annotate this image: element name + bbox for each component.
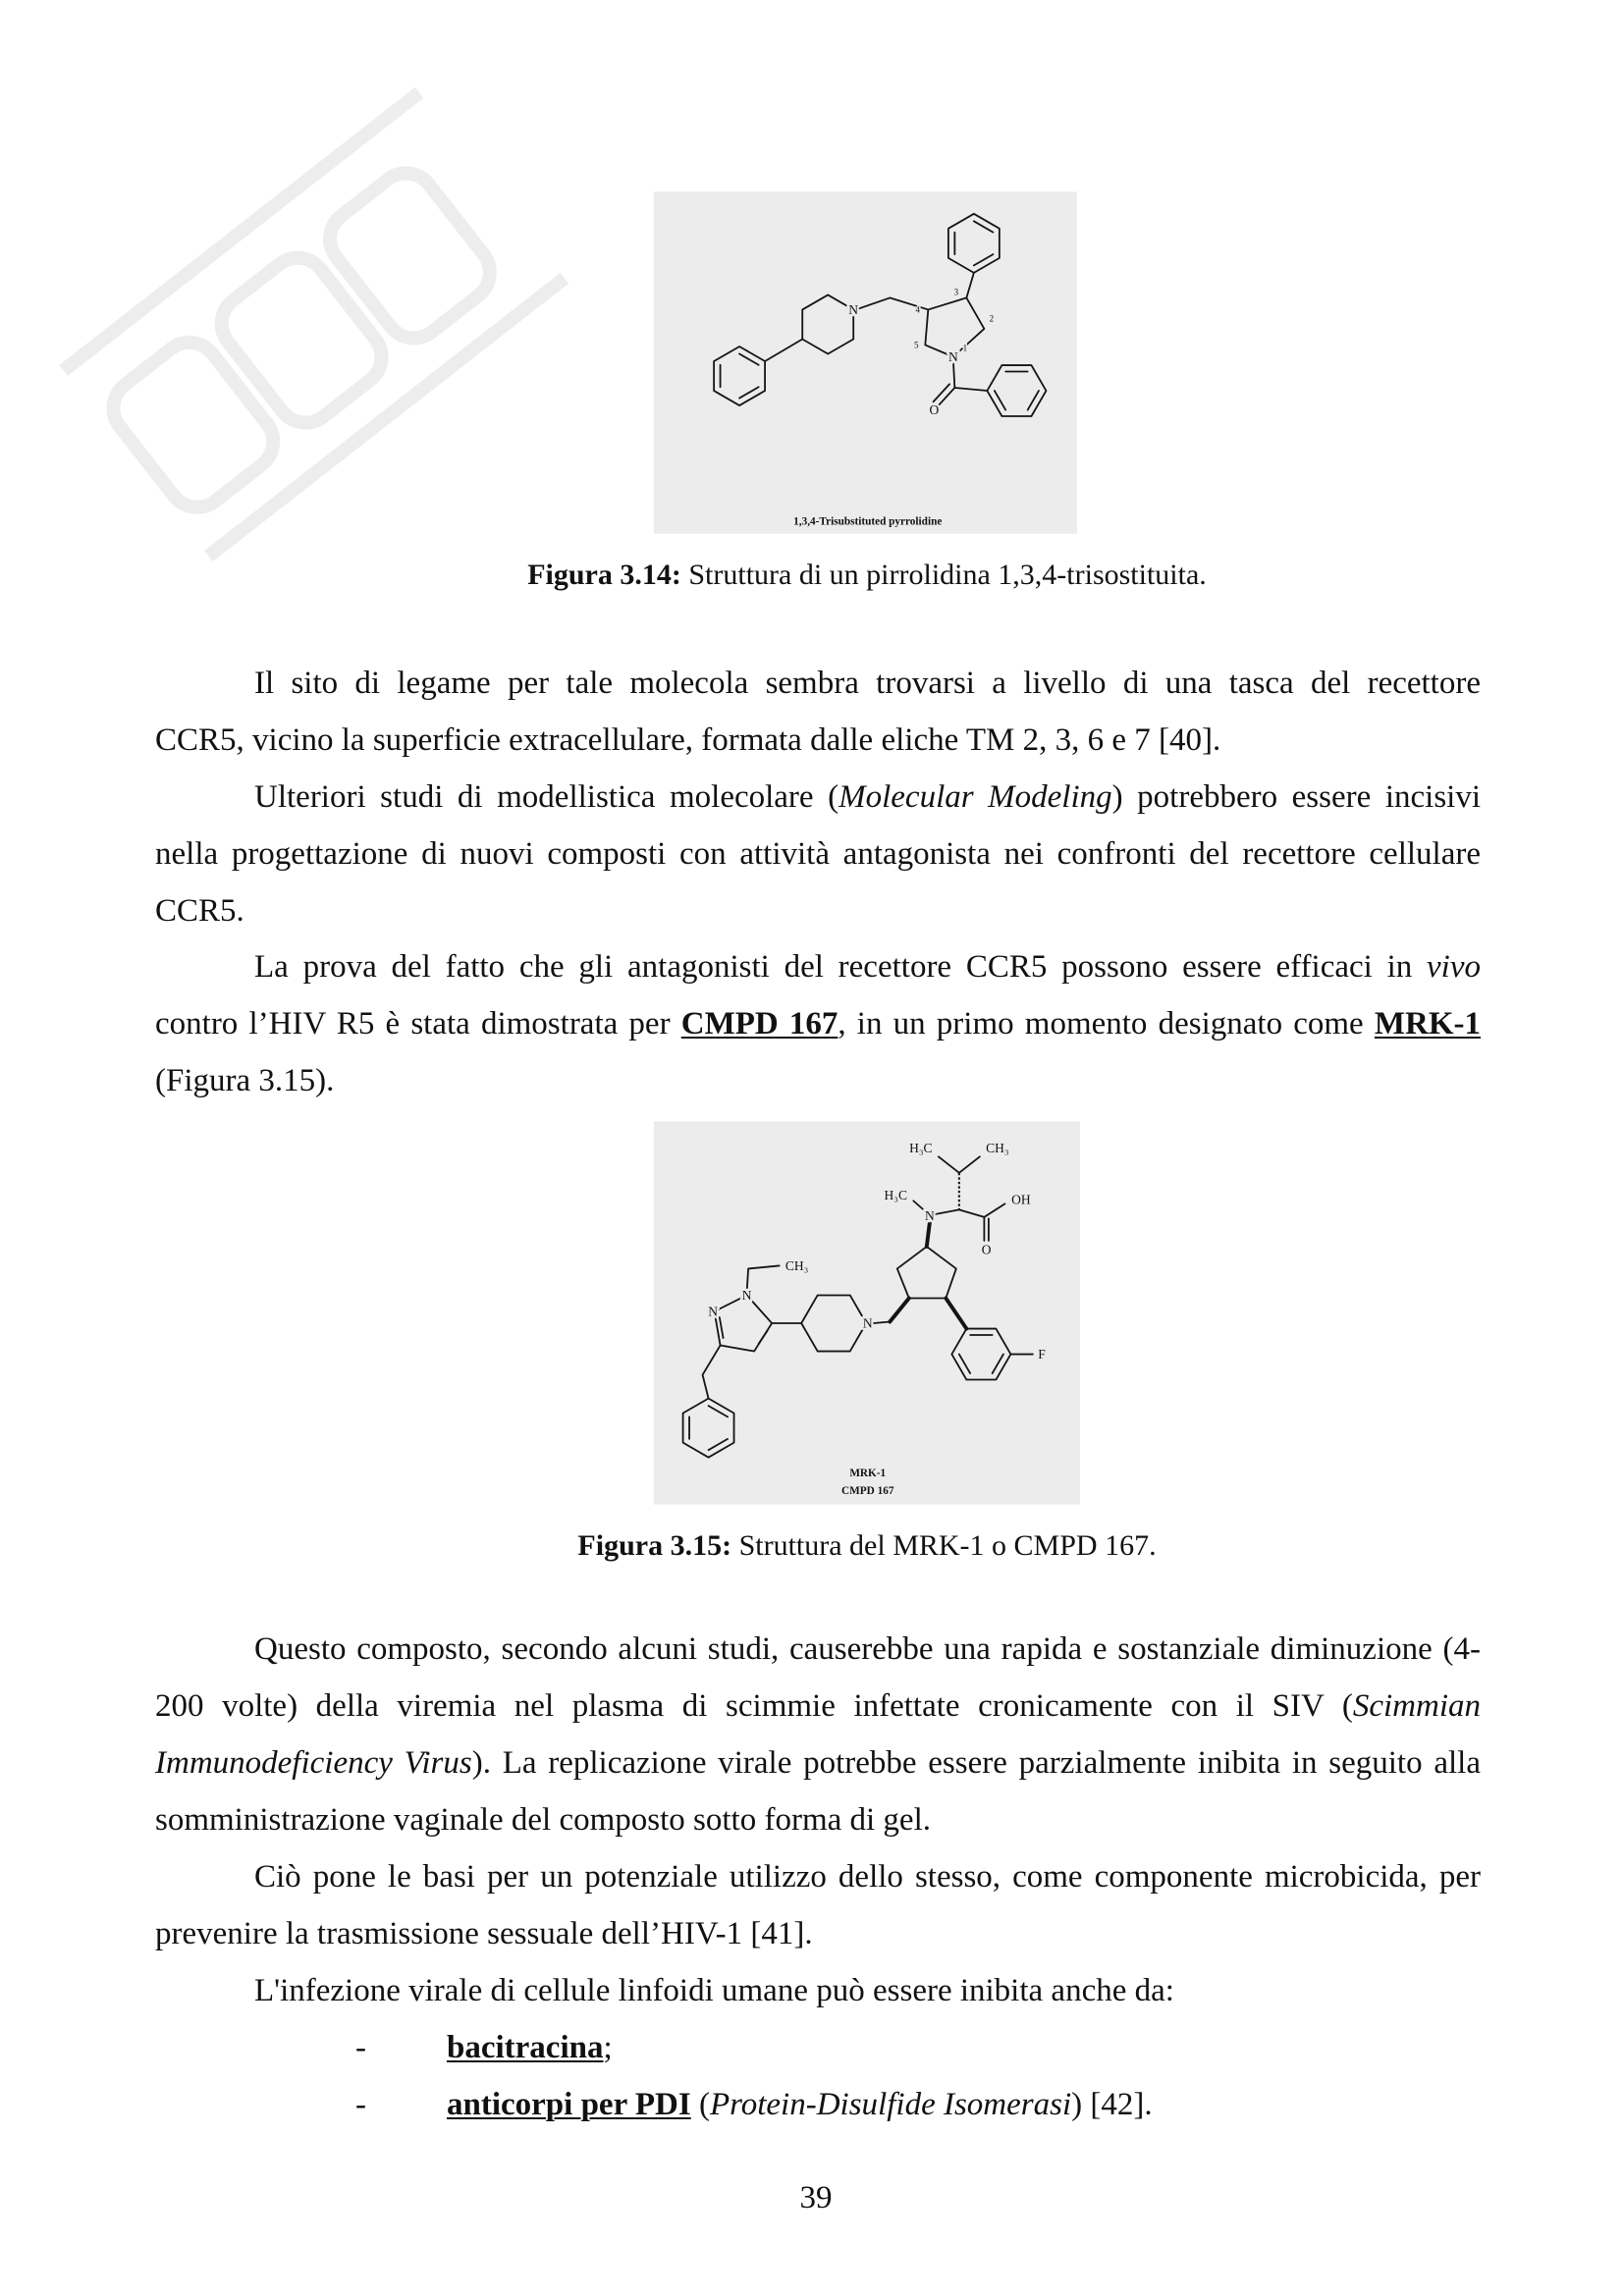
locant-4: 4: [915, 304, 921, 315]
label-oh: OH: [1011, 1192, 1031, 1207]
atom-label-n-piperidine: N: [848, 301, 859, 317]
text-run: Ciò pone le basi per un potenziale utilizzo dello stesso, come componente microbicida, per: [254, 1859, 1481, 1895]
text-run: ). La replicazione virale potrebbe essere parzialmente inibita in seguito alla: [471, 1745, 1481, 1781]
italic-text: vivo: [1427, 949, 1481, 986]
atom-label-n-pyrazole-2: N: [708, 1304, 718, 1319]
label-ch3-top: CH₃: [986, 1140, 1009, 1155]
text-line: [155, 770, 1481, 827]
text-run: L'infezione virale di cellule linfoidi umane può essere inibita anche da:: [254, 1973, 1174, 2008]
atom-label-fluorine: F: [1038, 1347, 1046, 1362]
atom-label-n-amine: N: [924, 1207, 935, 1223]
italic-text: Molecular Modeling: [839, 778, 1112, 815]
text-run: contro l’HIV R5 è stata dimostrata per: [155, 1006, 681, 1042]
figure-3-15-caption: [278, 1526, 1456, 1566]
bold-underlined-term: MRK-1: [1374, 1006, 1481, 1042]
paragraph: [155, 1621, 1481, 1848]
atom-label-oxygen: O: [981, 1242, 992, 1257]
text-line: [155, 1848, 1481, 1905]
label-ch3-ethyl: CH₃: [784, 1257, 809, 1273]
paragraph: [155, 770, 1481, 940]
paragraph: [155, 656, 1481, 770]
text-line: [155, 1962, 1481, 2019]
text-run: Il sito di legame per tale molecola sembra trovarsi a livello di una tasca del recettore: [254, 666, 1481, 701]
text-line: [155, 883, 1481, 940]
atom-label-n-pyrazole-1: N: [741, 1287, 752, 1303]
label-h3c-top: H₃C: [909, 1140, 933, 1155]
text-line: [155, 939, 1481, 996]
figure-image-title: 1,3,4-Trisubstituted pyrrolidine: [793, 515, 943, 528]
text-line: [155, 1621, 1481, 1678]
caption-label: Figura 3.14:: [527, 559, 681, 591]
locant-1: 1: [962, 343, 968, 353]
bold-underlined-term: anticorpi per PDI: [447, 2087, 691, 2122]
text-line: [155, 1791, 1481, 1848]
text-run: ) potrebbero essere incisivi: [1111, 778, 1481, 815]
text-run: (Figura 3.15).: [155, 1063, 335, 1099]
figure-background: [654, 1121, 1080, 1504]
list-item: [155, 2019, 1481, 2076]
bold-underlined-term: bacitracina: [447, 2030, 604, 2065]
italic-text: Protein-Disulfide Isomerasi: [709, 2087, 1072, 2122]
figure-background: [654, 191, 1077, 533]
text-run: nella progettazione di nuovi composti con attività antagonista nei confronti del recettore cellulare: [155, 835, 1481, 872]
caption-text: Struttura del MRK-1 o CMPD 167.: [731, 1529, 1157, 1562]
italic-text: Scimmian: [1352, 1688, 1481, 1724]
body-text-block-1: [155, 656, 1481, 1110]
atom-label-n-piperidine: N: [862, 1315, 873, 1331]
italic-text: Immunodeficiency Virus: [155, 1745, 472, 1781]
text-run: (: [690, 2087, 710, 2122]
text-line: [155, 1678, 1481, 1735]
text-run: Questo composto, secondo alcuni studi, causerebbe una rapida e sostanziale diminuzione (4-: [254, 1631, 1481, 1667]
locant-3: 3: [953, 287, 959, 297]
list-item: [155, 2076, 1481, 2133]
text-run: somministrazione vaginale del composto sotto forma di gel.: [155, 1802, 932, 1838]
text-run: CCR5.: [155, 892, 244, 929]
figure-3-15-image: [654, 1121, 1080, 1505]
list-bullet: -: [355, 2087, 366, 2122]
list-bullet: -: [355, 2030, 366, 2065]
atom-label-oxygen: O: [929, 402, 940, 418]
figure-3-14-caption: [278, 556, 1456, 595]
figure-image-title-1: MRK-1: [849, 1468, 887, 1480]
body-text-block-2: [155, 1621, 1481, 2133]
bold-underlined-term: CMPD 167: [680, 1006, 839, 1042]
text-run: 200 volte) della viremia nel plasma di scimmie infettate cronicamente con il SIV (: [155, 1688, 1353, 1724]
text-run: Ulteriori studi di modellistica molecolare (: [254, 778, 839, 815]
paragraph: [155, 939, 1481, 1110]
paragraph: [155, 1848, 1481, 1962]
text-line: [155, 1053, 1481, 1110]
list-item-text: [447, 2019, 613, 2076]
watermark-logo: [39, 49, 628, 618]
atom-label-n-pyrrolidine: N: [947, 348, 958, 364]
caption-label: Figura 3.15:: [577, 1529, 732, 1562]
text-run: ;: [603, 2030, 613, 2065]
pyrrolidine-structure-drawing: [654, 191, 1077, 534]
caption-text: Struttura di un pirrolidina 1,3,4-trisostituita.: [680, 559, 1207, 591]
text-run: prevenire la trasmissione sessuale dell’HIV-1 [41].: [155, 1916, 813, 1951]
locant-2: 2: [989, 313, 995, 324]
text-line: [155, 827, 1481, 883]
text-run: , in un primo momento designato come: [838, 1006, 1375, 1042]
figure-3-14-image: [654, 191, 1077, 534]
mrk1-structure-drawing: [654, 1121, 1080, 1505]
paragraph: [155, 1962, 1481, 2019]
locant-5: 5: [914, 340, 919, 350]
text-run: CCR5, vicino la superficie extracellulare, formata dalle eliche TM 2, 3, 6 e 7 [40].: [155, 721, 1221, 758]
list-item-text: [447, 2076, 1153, 2133]
label-h3c-n-methyl: H₃C: [884, 1187, 908, 1202]
text-line: [155, 1905, 1481, 1962]
figure-image-title-2: CMPD 167: [841, 1485, 894, 1498]
text-line: [155, 713, 1481, 770]
text-run: La prova del fatto che gli antagonisti del recettore CCR5 possono essere efficaci in: [254, 949, 1428, 986]
text-line: [155, 996, 1481, 1053]
page-number: 39: [799, 2180, 833, 2216]
text-line: [155, 1735, 1481, 1791]
text-line: [155, 656, 1481, 713]
text-run: ) [42].: [1071, 2087, 1153, 2122]
